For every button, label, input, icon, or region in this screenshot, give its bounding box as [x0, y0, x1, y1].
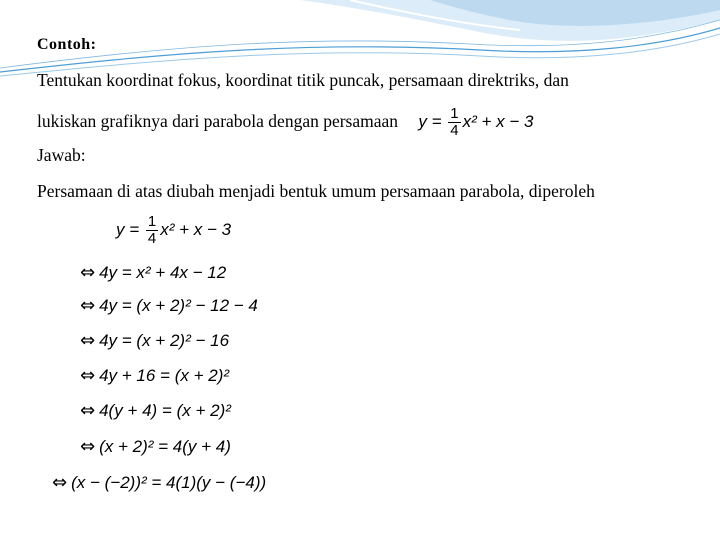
answer-label: Jawab: — [37, 145, 86, 165]
step-2 — [80, 295, 258, 316]
step-5-text: 4(y + 4) = (x + 2)² — [99, 401, 231, 420]
iff-icon: ⇔ — [80, 365, 96, 386]
fraction-denominator: 4 — [147, 230, 157, 247]
fraction-denominator: 4 — [450, 122, 459, 139]
step-3 — [80, 330, 229, 351]
step-0 — [116, 214, 231, 247]
step-5 — [80, 400, 231, 421]
given-equation-fraction — [448, 106, 460, 139]
heading: Contoh: — [37, 36, 97, 53]
iff-icon: ⇔ — [80, 330, 96, 351]
step-2-text: 4y = (x + 2)² − 12 − 4 — [99, 296, 258, 315]
step-0-rest: x² + x − 3 — [160, 219, 232, 239]
problem-line-2 — [37, 106, 534, 139]
problem-line-2-text: lukiskan grafiknya dari parabola dengan persamaan — [37, 110, 399, 131]
step-0-fraction — [146, 214, 158, 247]
given-equation — [418, 105, 534, 139]
given-equation-lhs: y = — [418, 111, 447, 131]
step-0-lhs: y = — [116, 219, 144, 239]
given-equation-rest: x² + x − 3 — [462, 111, 534, 131]
answer-text: Persamaan di atas diubah menjadi bentuk umum persamaan parabola, diperoleh — [37, 181, 595, 201]
iff-icon: ⇔ — [80, 262, 96, 283]
fraction-numerator: 1 — [147, 213, 157, 230]
step-4-text: 4y + 16 = (x + 2)² — [99, 366, 230, 385]
iff-icon: ⇔ — [52, 472, 68, 493]
problem-line-1: Tentukan koordinat fokus, koordinat titik puncak, persamaan direktriks, dan — [37, 70, 569, 90]
fraction-numerator: 1 — [450, 105, 459, 122]
step-4 — [80, 365, 229, 386]
iff-icon: ⇔ — [80, 295, 96, 316]
step-6-text: (x + 2)² = 4(y + 4) — [99, 437, 231, 456]
step-3-text: 4y = (x + 2)² − 16 — [99, 331, 230, 350]
iff-icon: ⇔ — [80, 400, 96, 421]
step-7 — [52, 472, 266, 493]
step-1-text: 4y = x² + 4x − 12 — [99, 263, 227, 282]
step-1 — [80, 262, 226, 283]
iff-icon: ⇔ — [80, 436, 96, 457]
step-6 — [80, 436, 231, 457]
step-7-text: (x − (−2))² = 4(1)(y − (−4)) — [71, 473, 267, 492]
